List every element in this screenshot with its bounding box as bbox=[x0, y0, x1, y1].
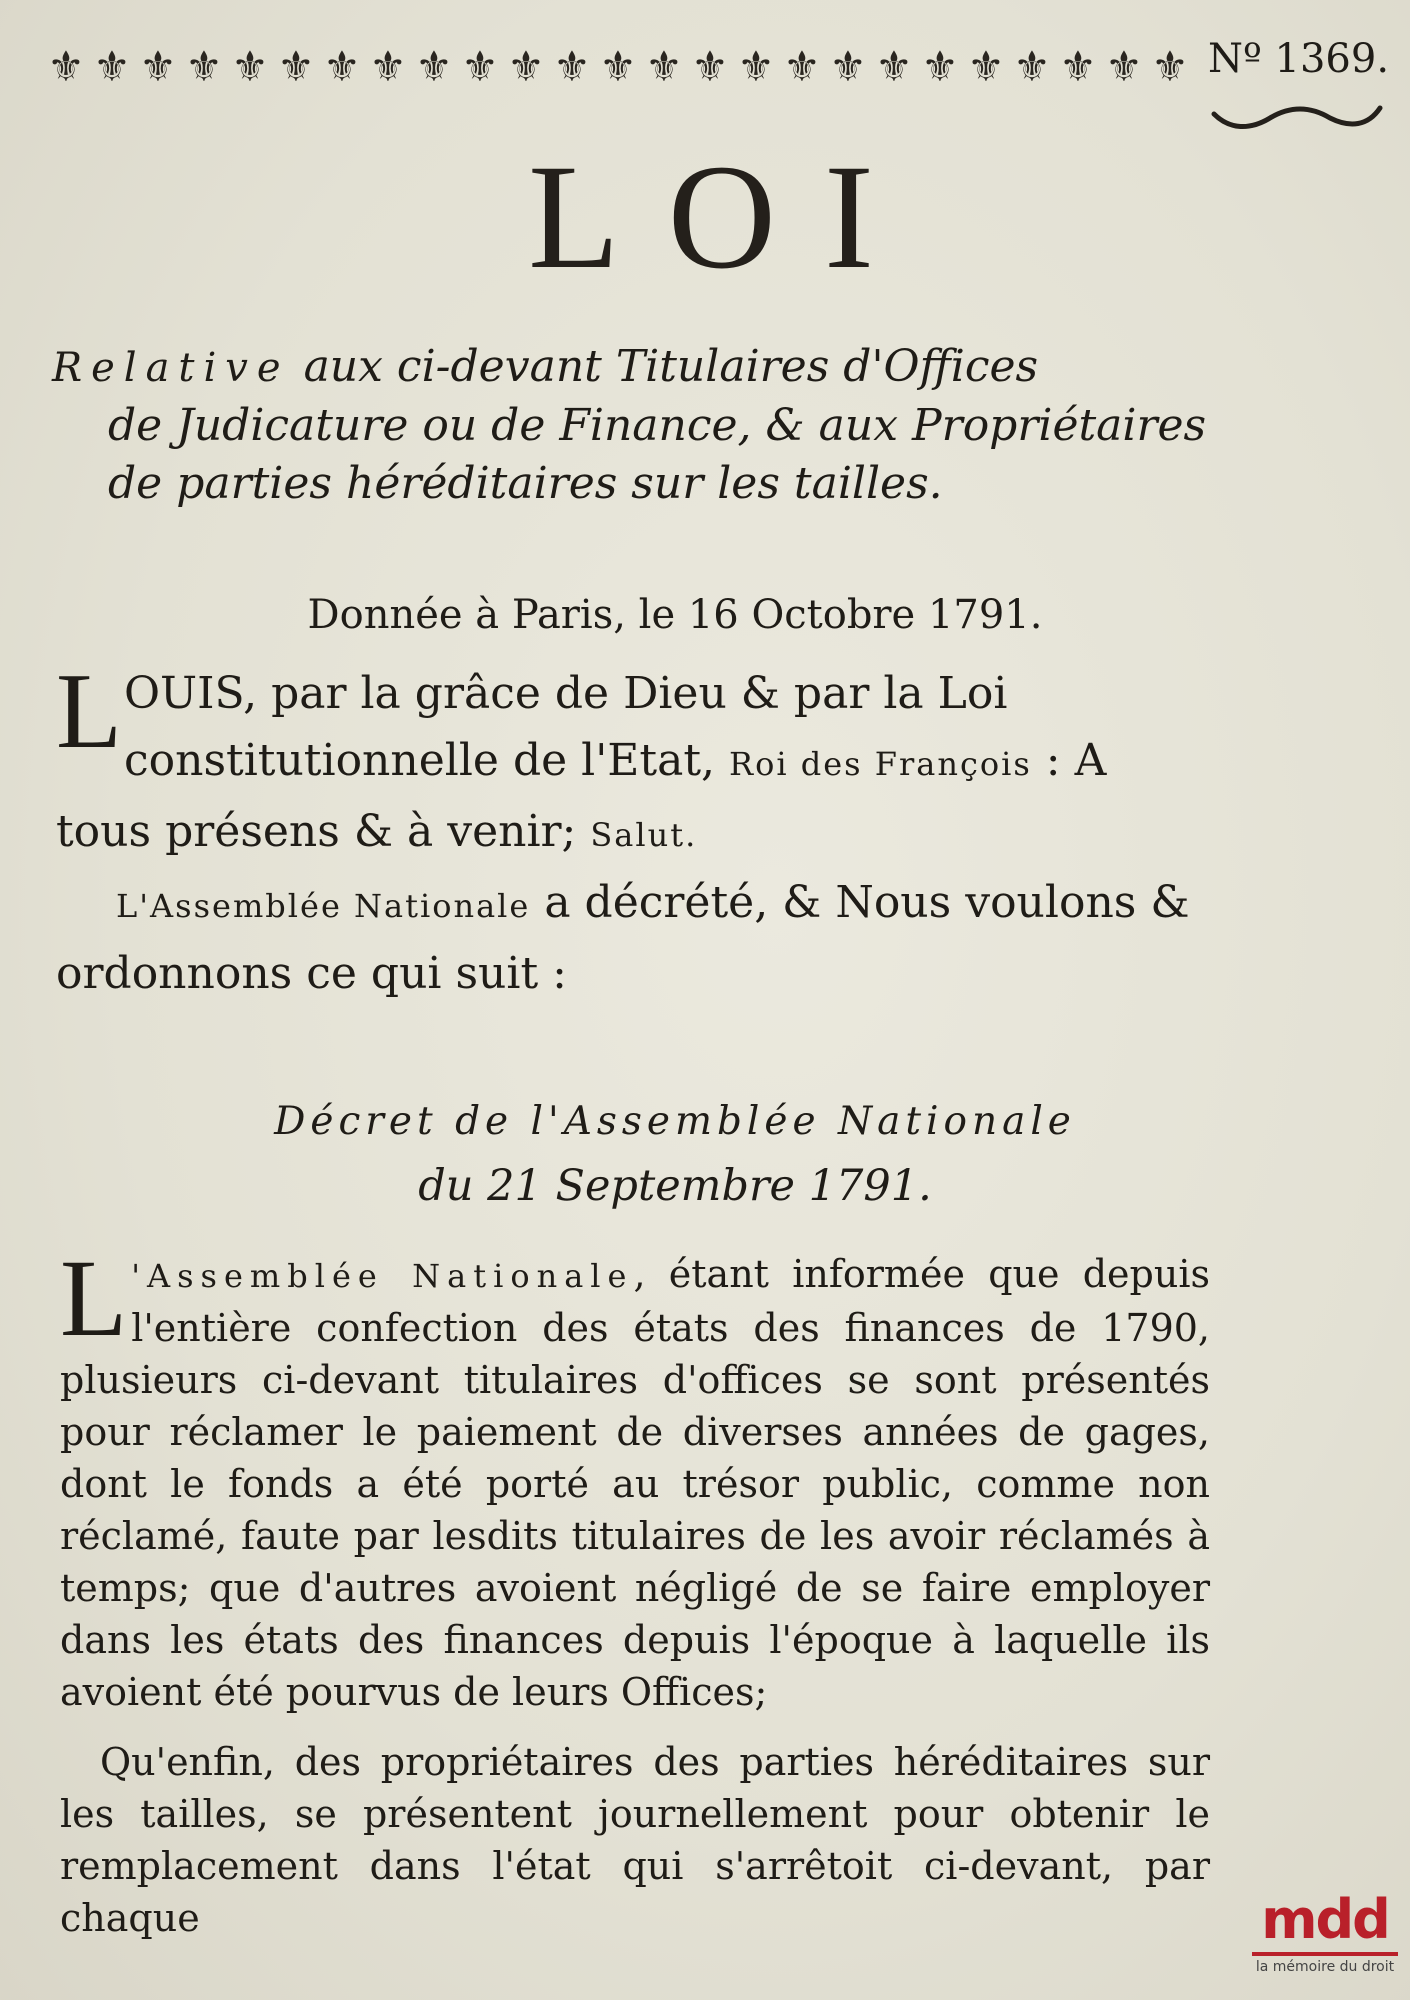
fleur-de-lis-icon: ⚜ bbox=[461, 41, 499, 91]
mdd-logo bbox=[1240, 1890, 1410, 2000]
preamble-dropcap: L bbox=[56, 652, 122, 771]
fleur-de-lis-icon: ⚜ bbox=[1151, 41, 1189, 91]
decree-heading bbox=[0, 1090, 1410, 1218]
fleur-de-lis-icon: ⚜ bbox=[277, 41, 315, 91]
fleur-de-lis-icon: ⚜ bbox=[599, 41, 637, 91]
decree-body bbox=[60, 1237, 1210, 1944]
roi-des-francois: Roi des François bbox=[728, 745, 1032, 783]
subtitle-line-1: Relative aux ci-devant Titulaires d'Offices bbox=[52, 341, 1039, 392]
law-title: LOI bbox=[528, 134, 922, 300]
salut: Salut. bbox=[590, 816, 698, 854]
logo-tagline: la mémoire du droit bbox=[1255, 1959, 1395, 1975]
fleur-de-lis-icon: ⚜ bbox=[553, 41, 591, 91]
fleur-de-lis-icon: ⚜ bbox=[185, 41, 223, 91]
royal-preamble: LOUIS, par la grâce de Dieu & par la Loi constitutionnelle de l'Etat, Roi des François : A tous présens & à venir; Salut. L'Assemblée Nationale a décrété, & Nous voulons & ordonnons ce qui suit : bbox=[56, 652, 1190, 999]
fleur-de-lis-ornament-band bbox=[44, 40, 1194, 92]
fleur-de-lis-icon: ⚜ bbox=[139, 41, 177, 91]
fleur-de-lis-icon: ⚜ bbox=[645, 41, 683, 91]
subtitle-line-3: de parties héréditaires sur les tailles. bbox=[108, 458, 943, 509]
fleur-de-lis-icon: ⚜ bbox=[323, 41, 361, 91]
swash-ornament-icon bbox=[1210, 100, 1385, 134]
subtitle-lead-word: Relative bbox=[52, 345, 290, 391]
body-dropcap: L bbox=[60, 1237, 128, 1359]
fleur-de-lis-icon: ⚜ bbox=[369, 41, 407, 91]
subtitle-line-2: de Judicature ou de Finance, & aux Propriétaires bbox=[108, 400, 1207, 451]
fleur-de-lis-icon: ⚜ bbox=[231, 41, 269, 91]
fleur-de-lis-icon: ⚜ bbox=[1105, 41, 1143, 91]
fleur-de-lis-icon: ⚜ bbox=[1059, 41, 1097, 91]
body-paragraph-2: Qu'enfin, des propriétaires des parties héréditaires sur les tailles, se présentent journellement pour obtenir le remplacement dans l'état qui s'arrêtoit ci-devant, par chaque bbox=[60, 1740, 1210, 1940]
decree-heading-line-2: du 21 Septembre 1791. bbox=[418, 1161, 932, 1211]
body-assemblee-label: 'Assemblée Nationale bbox=[131, 1257, 634, 1295]
fleur-de-lis-icon: ⚜ bbox=[737, 41, 775, 91]
fleur-de-lis-icon: ⚜ bbox=[829, 41, 867, 91]
fleur-de-lis-icon: ⚜ bbox=[967, 41, 1005, 91]
fleur-de-lis-icon: ⚜ bbox=[415, 41, 453, 91]
body-paragraph-1: L 'Assemblée Nationale, étant informée que depuis l'entière confection des états des finances de 1790, plusieurs ci-devant titulaires d'offices se sont présentés pour réclamer le paiement de diverses années de gages, dont le fonds a été porté au trésor public, comme non réclamé, faute par lesdits titulaires de les avoir réclamés à temps; que d'autres avoient négligé de se faire employer dans les états des finances depuis l'époque à laquelle ils avoient été pourvus de leurs Offices; bbox=[60, 1237, 1210, 1714]
document-number: Nº 1369. bbox=[1208, 36, 1390, 82]
assemblee-nationale-label: L'Assemblée Nationale bbox=[116, 887, 531, 925]
fleur-de-lis-icon: ⚜ bbox=[47, 41, 85, 91]
fleur-de-lis-icon: ⚜ bbox=[875, 41, 913, 91]
issue-date: Donnée à Paris, le 16 Octobre 1791. bbox=[307, 592, 1043, 638]
decree-heading-line-1: Décret de l'Assemblée Nationale bbox=[274, 1099, 1076, 1144]
fleur-de-lis-icon: ⚜ bbox=[691, 41, 729, 91]
fleur-de-lis-icon: ⚜ bbox=[507, 41, 545, 91]
logo-divider bbox=[1252, 1952, 1398, 1956]
fleur-de-lis-icon: ⚜ bbox=[783, 41, 821, 91]
fleur-de-lis-icon: ⚜ bbox=[1013, 41, 1051, 91]
fleur-de-lis-icon: ⚜ bbox=[921, 41, 959, 91]
logo-mark: mdd bbox=[1261, 1888, 1389, 1951]
fleur-de-lis-icon: ⚜ bbox=[93, 41, 131, 91]
law-subtitle bbox=[52, 338, 1212, 513]
